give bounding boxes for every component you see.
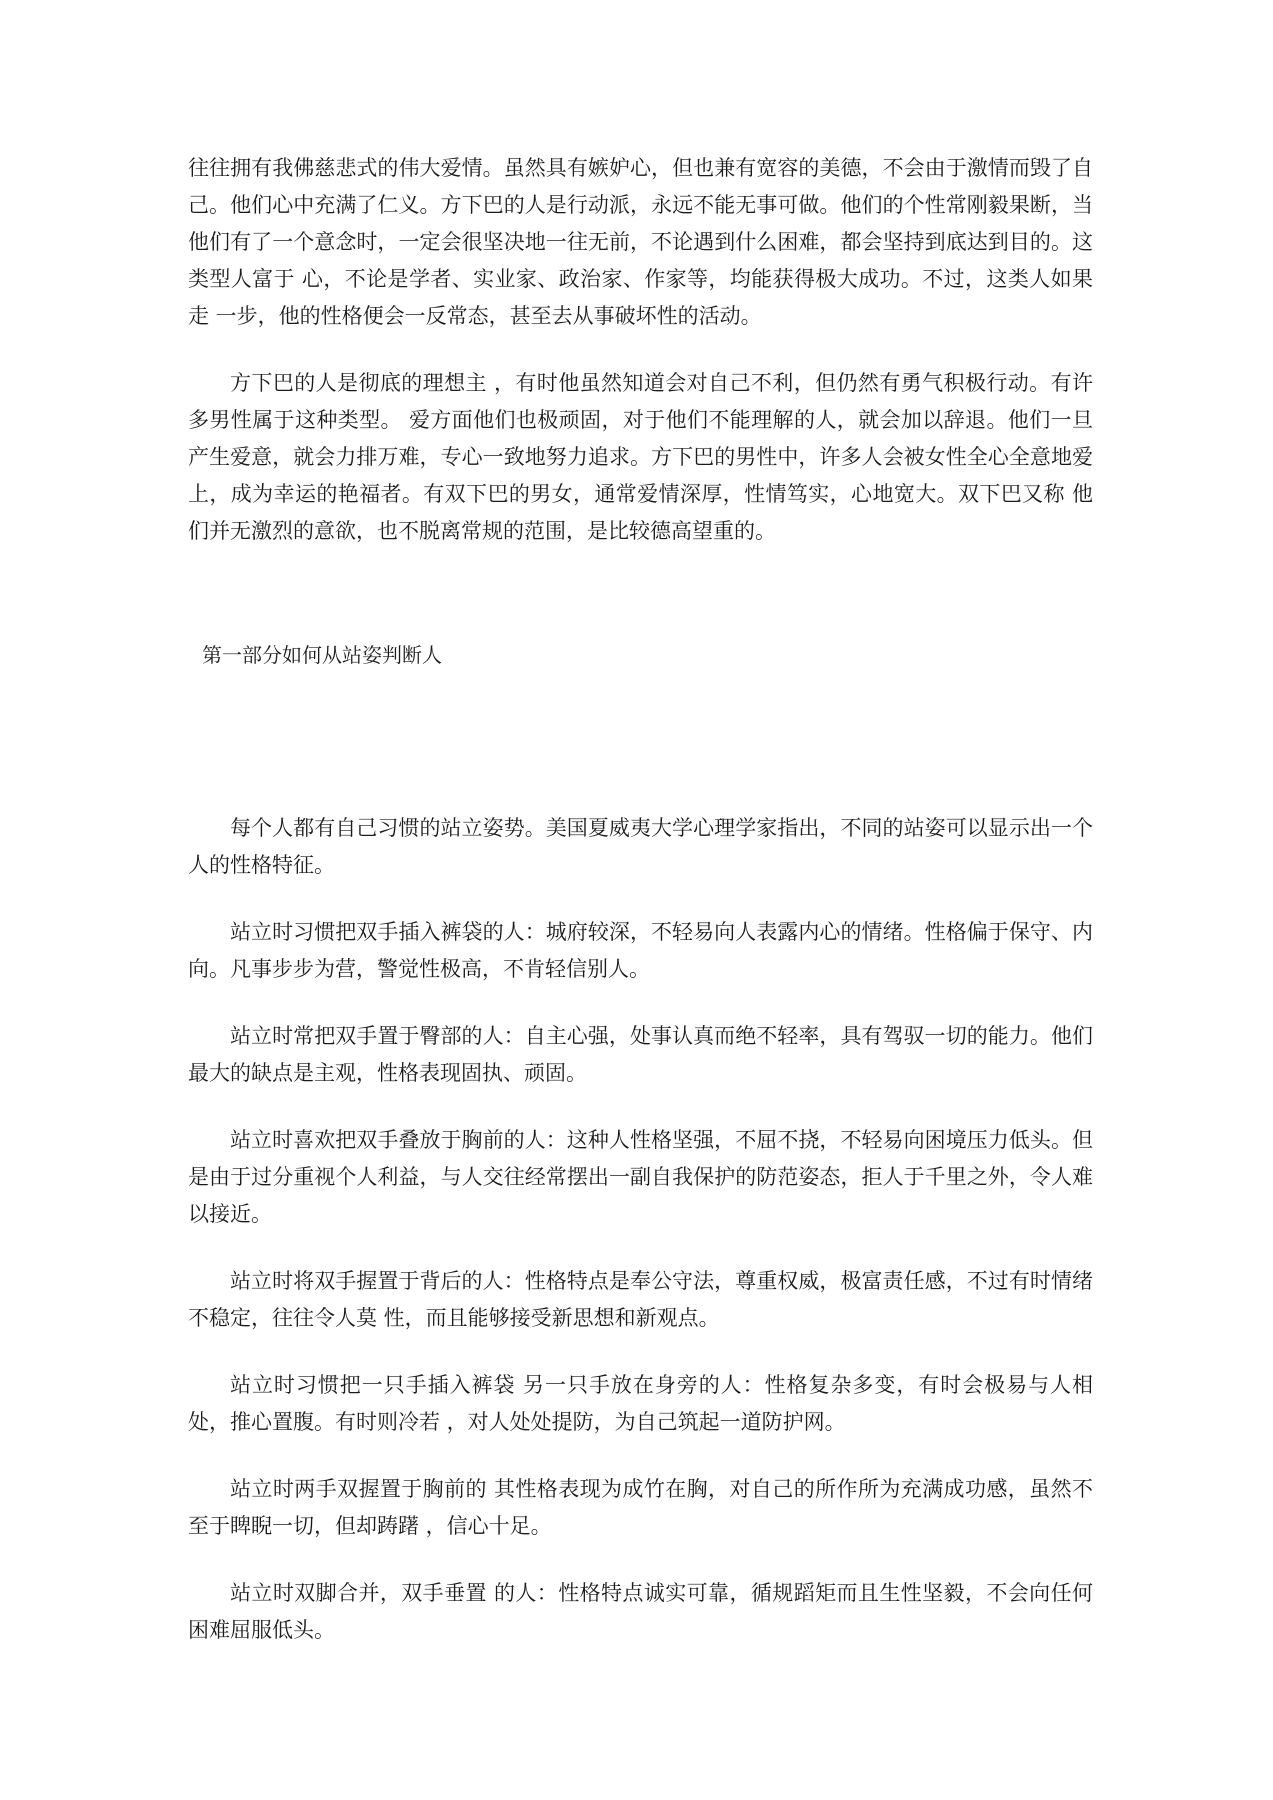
paragraph-square-jaw-idealist: 方下巴的人是彻底的理想主 ，有时他虽然知道会对自己不利，但仍然有勇气积极行动。有许多男性属于这种类型。 爱方面他们也极顽固，对于他们不能理解的人，就会加以辞退。他们一旦产生爱意，就会力排万难，专心一致地努力追求。方下巴的男性中，许多人会被女性全心全意地爱上，成为幸运的艳福者。有双下巴的男女，通常爱情深厚，性情笃实，心地宽大。双下巴又称 他们并无激烈的意欲，也不脱离常规的范围，是比较德高望重的。	[188, 371, 1093, 543]
paragraph-hands-behind-back: 站立时将双手握置于背后的人：性格特点是奉公守法，尊重权威，极富责任感，不过有时情绪不稳定，往往令人莫 性，而且能够接受新思想和新观点。	[188, 1269, 1093, 1330]
paragraph-square-jaw-continued: 往往拥有我佛慈悲式的伟大爱情。虽然具有嫉妒心，但也兼有宽容的美德，不会由于激情而毁了自己。他们心中充满了仁义。方下巴的人是行动派，永远不能无事可做。他们的个性常刚毅果断，当他们有了一个意念时，一定会很坚决地一往无前，不论遇到什么困难，都会坚持到底达到目的。这类型人富于 心，不论是学者、实业家、政治家、作家等，均能获得极大成功。不过，这类人如果走 一步，他的性格便会一反常态，甚至去从事破坏性的活动。	[188, 156, 1093, 328]
paragraph-standing-intro: 每个人都有自己习惯的站立姿势。美国夏威夷大学心理学家指出，不同的站姿可以显示出一个人的性格特征。	[188, 816, 1093, 877]
paragraph-one-hand-in-pocket: 站立时习惯把一只手插入裤袋 另一只手放在身旁的人：性格复杂多变，有时会极易与人相处，推心置腹。有时则冷若 ，对人处处提防，为自己筑起一道防护网。	[188, 1373, 1093, 1434]
paragraph-arms-folded: 站立时喜欢把双手叠放于胸前的人：这种人性格坚强，不屈不挠，不轻易向困境压力低头。但是由于过分重视个人利益，与人交往经常摆出一副自我保护的防范姿态，拒人于千里之外，令人难以接近。	[188, 1128, 1093, 1226]
paragraph-hands-on-hips: 站立时常把双手置于臀部的人：自主心强，处事认真而绝不轻率，具有驾驭一切的能力。他们最大的缺点是主观，性格表现固执、顽固。	[188, 1024, 1093, 1085]
section-heading: 第一部分如何从站姿判断人	[202, 643, 442, 667]
paragraph-hands-clasped-chest: 站立时两手双握置于胸前的 其性格表现为成竹在胸，对自己的所作所为充满成功感，虽然不至于睥睨一切，但却踌躇 ，信心十足。	[188, 1477, 1093, 1538]
paragraph-feet-together: 站立时双脚合并，双手垂置 的人：性格特点诚实可靠，循规蹈矩而且生性坚毅，不会向任何困难屈服低头。	[188, 1581, 1093, 1642]
document-page	[188, 150, 1093, 1649]
paragraph-hands-in-pockets: 站立时习惯把双手插入裤袋的人：城府较深，不轻易向人表露内心的情绪。性格偏于保守、内向。凡事步步为营，警觉性极高，不肯轻信别人。	[188, 920, 1093, 981]
